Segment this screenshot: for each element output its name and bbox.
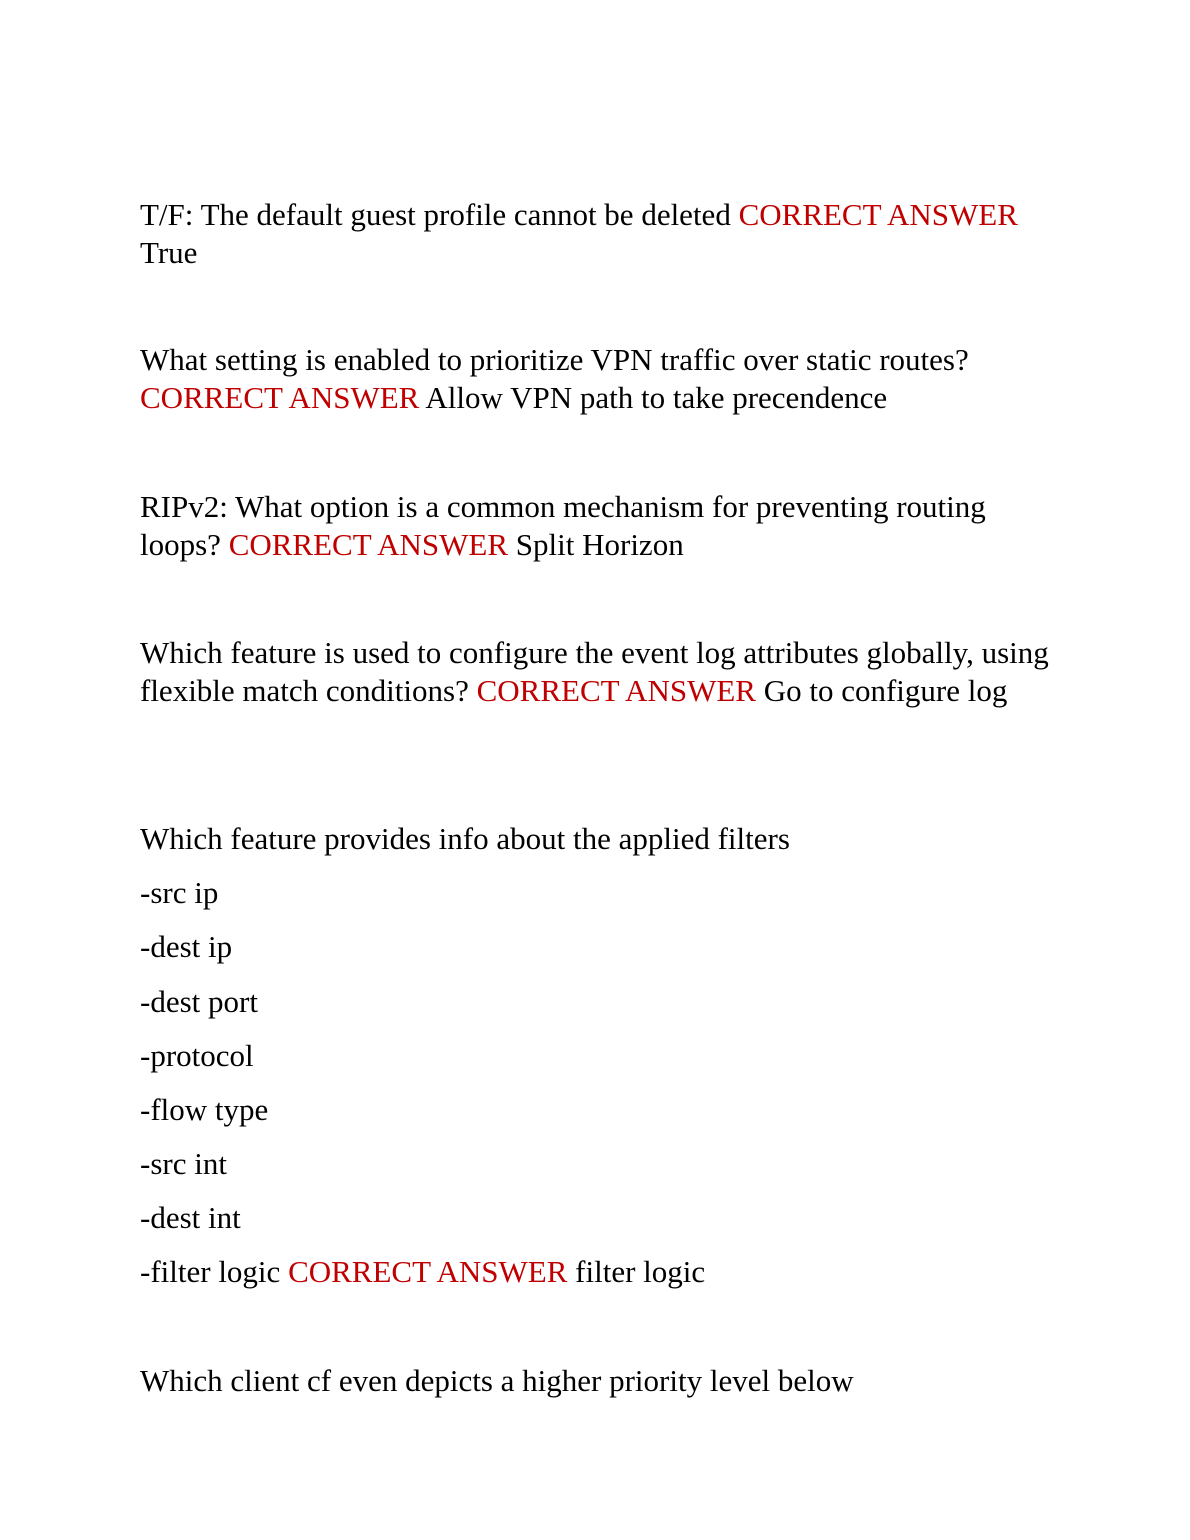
qa-item-2 xyxy=(140,341,1050,417)
filter-list-item: -src ip xyxy=(140,875,219,910)
question-text: What setting is enabled to prioritize VPN traffic over static routes? xyxy=(140,342,969,377)
correct-answer-label: CORRECT ANSWER xyxy=(228,527,509,562)
filter-list-item: -dest ip xyxy=(140,929,233,964)
answer-text: Split Horizon xyxy=(515,527,684,562)
answer-text: Allow VPN path to take precendence xyxy=(425,380,888,415)
question-text: T/F: The default guest profile cannot be deleted xyxy=(140,197,731,232)
qa-item-3 xyxy=(140,488,1050,564)
question-text: RIPv2: What option is a common mechanism for preventing routing loops? xyxy=(140,489,986,562)
correct-answer-label: CORRECT ANSWER xyxy=(738,197,1018,232)
qa-item-4 xyxy=(140,634,1050,710)
answer-text: True xyxy=(140,235,198,270)
correct-answer-label: CORRECT ANSWER xyxy=(288,1254,568,1289)
qa-item-5-answer-line xyxy=(140,1253,705,1291)
qa-item-6-question: Which client cf even depicts a higher priority level below xyxy=(140,1363,854,1398)
correct-answer-label: CORRECT ANSWER xyxy=(476,673,756,708)
filter-list-item: -filter logic xyxy=(140,1254,281,1289)
qa-item-1 xyxy=(140,196,1050,272)
correct-answer-label: CORRECT ANSWER xyxy=(140,380,420,415)
filter-list-item: -src int xyxy=(140,1146,227,1181)
filter-list-item: -protocol xyxy=(140,1038,254,1073)
filter-list-item: -dest int xyxy=(140,1200,241,1235)
filter-list-item: -dest port xyxy=(140,984,258,1019)
question-text: Which feature is used to configure the event log attributes globally, using flexible match conditions? xyxy=(140,635,1049,708)
answer-text: Go to configure log xyxy=(763,673,1008,708)
filter-list-item: -flow type xyxy=(140,1092,269,1127)
qa-item-5-question: Which feature provides info about the applied filters xyxy=(140,821,790,856)
answer-text: filter logic xyxy=(575,1254,706,1289)
